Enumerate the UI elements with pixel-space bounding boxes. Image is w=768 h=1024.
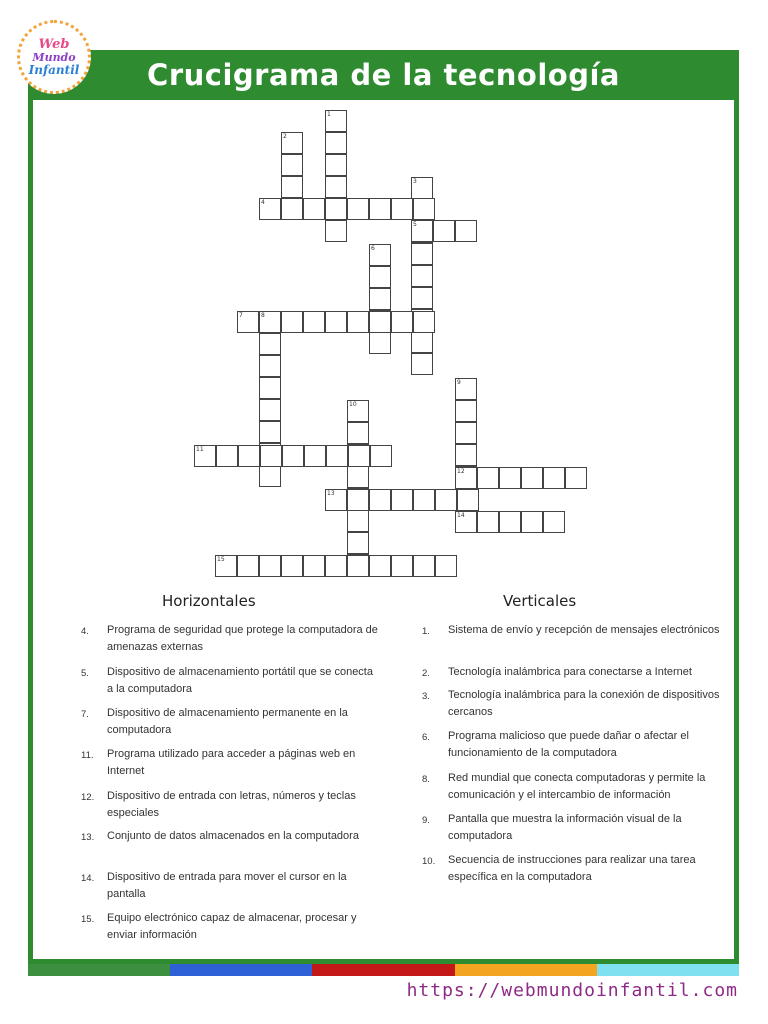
horizontales-heading: Horizontales <box>162 592 256 610</box>
clue-item <box>422 622 720 640</box>
crossword-cell[interactable] <box>326 445 348 467</box>
clue-number: 10 <box>349 401 357 408</box>
clue-item <box>81 622 379 656</box>
clue-item <box>422 728 720 762</box>
crossword-cell[interactable] <box>521 511 543 533</box>
crossword-cell[interactable] <box>325 198 347 220</box>
clue-number: 3 <box>413 178 417 185</box>
crossword-cell[interactable] <box>411 243 433 265</box>
clue-item <box>422 664 720 682</box>
clue-item-number: 13. <box>81 832 95 843</box>
clue-item-number: 2. <box>422 668 430 679</box>
crossword-cell[interactable] <box>348 445 370 467</box>
crossword-cell[interactable] <box>303 198 325 220</box>
crossword-cell[interactable] <box>304 445 326 467</box>
clue-item <box>422 852 720 886</box>
clue-item <box>81 910 379 944</box>
crossword-cell[interactable] <box>347 510 369 532</box>
crossword-cell[interactable] <box>455 422 477 444</box>
crossword-cell[interactable] <box>391 311 413 333</box>
verticales-heading: Verticales <box>503 592 577 610</box>
logo-line-2: Mundo <box>32 50 76 64</box>
crossword-cell[interactable] <box>347 466 369 488</box>
crossword-cell[interactable] <box>455 220 477 242</box>
color-bar-segment <box>455 964 597 976</box>
crossword-cell[interactable] <box>259 555 281 577</box>
clue-item-number: 15. <box>81 914 95 925</box>
crossword-cell[interactable] <box>259 465 281 487</box>
crossword-cell[interactable] <box>238 445 260 467</box>
crossword-cell[interactable] <box>259 377 281 399</box>
logo-line-1: Web <box>38 36 70 52</box>
clue-item-text: Dispositivo de almacenamiento portátil que se conecta a la computadora <box>107 666 373 695</box>
crossword-cell[interactable] <box>455 444 477 466</box>
clue-number: 13 <box>327 490 335 497</box>
crossword-cell[interactable] <box>435 489 457 511</box>
clue-item-number: 12. <box>81 792 95 803</box>
crossword-cell[interactable] <box>369 332 391 354</box>
crossword-cell[interactable] <box>281 154 303 176</box>
crossword-cell[interactable] <box>237 555 259 577</box>
crossword-cell[interactable] <box>369 266 391 288</box>
clue-item-text: Dispositivo de almacenamiento permanente en la computadora <box>107 707 348 736</box>
clue-item-number: 4. <box>81 626 89 637</box>
clue-item-text: Secuencia de instrucciones para realizar una tarea específica en la computadora <box>448 854 696 883</box>
clue-number: 1 <box>327 111 331 118</box>
clue-item-number: 6. <box>422 732 430 743</box>
clue-number: 5 <box>413 221 417 228</box>
color-bar <box>28 964 739 976</box>
clue-item-text: Red mundial que conecta computadoras y permite la comunicación y el intercambio de información <box>448 772 706 801</box>
crossword-cell[interactable] <box>370 445 392 467</box>
clue-item <box>81 705 379 739</box>
clue-item-text: Tecnología inalámbrica para la conexión de dispositivos cercanos <box>448 689 720 718</box>
clue-item <box>422 687 720 721</box>
clue-number: 14 <box>457 512 465 519</box>
crossword-cell[interactable] <box>477 511 499 533</box>
crossword-cell[interactable] <box>499 467 521 489</box>
clue-number: 2 <box>283 133 287 140</box>
crossword-cell[interactable] <box>413 555 435 577</box>
clue-item-text: Programa malicioso que puede dañar o afectar el funcionamiento de la computadora <box>448 730 689 759</box>
website-url[interactable]: https://webmundoinfantil.com <box>406 980 738 1001</box>
clue-item-text: Tecnología inalámbrica para conectarse a Internet <box>448 666 692 678</box>
clue-item-text: Conjunto de datos almacenados en la computadora <box>107 830 359 842</box>
crossword-cell[interactable] <box>281 555 303 577</box>
crossword-cell[interactable] <box>259 399 281 421</box>
crossword-cell[interactable] <box>391 198 413 220</box>
crossword-cell[interactable] <box>325 311 347 333</box>
crossword-cell[interactable] <box>325 555 347 577</box>
crossword-cell[interactable] <box>325 154 347 176</box>
clue-item <box>81 869 379 903</box>
crossword-cell[interactable] <box>455 400 477 422</box>
crossword-cell[interactable] <box>411 331 433 353</box>
clue-item <box>81 828 379 846</box>
clue-item <box>422 811 720 845</box>
crossword-cell[interactable] <box>565 467 587 489</box>
crossword-cell[interactable] <box>521 467 543 489</box>
clue-number: 4 <box>261 199 265 206</box>
clue-item-number: 8. <box>422 774 430 785</box>
crossword-cell[interactable] <box>369 311 391 333</box>
clue-item <box>422 770 720 804</box>
clue-item-number: 10. <box>422 856 436 867</box>
clue-item-number: 5. <box>81 668 89 679</box>
clue-item-number: 9. <box>422 815 430 826</box>
color-bar-segment <box>312 964 454 976</box>
crossword-cell[interactable] <box>411 353 433 375</box>
clue-item-text: Sistema de envío y recepción de mensajes electrónicos <box>448 624 720 636</box>
crossword-cell[interactable] <box>347 555 369 577</box>
crossword-cell[interactable] <box>369 489 391 511</box>
crossword-cell[interactable] <box>281 198 303 220</box>
clue-item-number: 11. <box>81 750 94 761</box>
clue-number: 7 <box>239 312 243 319</box>
crossword-cell[interactable] <box>413 311 435 333</box>
crossword-cell[interactable] <box>347 422 369 444</box>
clue-item-number: 3. <box>422 691 430 702</box>
crossword-cell[interactable] <box>413 489 435 511</box>
crossword-cell[interactable] <box>411 287 433 309</box>
crossword-cell[interactable] <box>543 467 565 489</box>
crossword-cell[interactable] <box>477 467 499 489</box>
crossword-cell[interactable] <box>325 132 347 154</box>
crossword-cell[interactable] <box>369 288 391 310</box>
crossword-cell[interactable] <box>282 445 304 467</box>
crossword-cell[interactable] <box>325 176 347 198</box>
clue-item-text: Programa de seguridad que protege la computadora de amenazas externas <box>107 624 378 653</box>
crossword-cell[interactable] <box>303 311 325 333</box>
crossword-cell[interactable] <box>347 198 369 220</box>
page-title: Crucigrama de la tecnología <box>147 58 620 92</box>
crossword-cell[interactable] <box>435 555 457 577</box>
crossword-cell[interactable] <box>281 311 303 333</box>
crossword-cell[interactable] <box>259 333 281 355</box>
clue-item-number: 14. <box>81 873 95 884</box>
crossword-cell[interactable] <box>543 511 565 533</box>
clue-item <box>81 746 379 780</box>
crossword-cell[interactable] <box>347 489 369 511</box>
clue-item-number: 1. <box>422 626 430 637</box>
crossword-cell[interactable] <box>347 311 369 333</box>
crossword-cell[interactable] <box>216 445 238 467</box>
clue-number: 15 <box>217 556 225 563</box>
crossword-cell[interactable] <box>369 555 391 577</box>
clue-number: 11 <box>196 446 204 453</box>
color-bar-segment <box>170 964 312 976</box>
crossword-cell[interactable] <box>391 555 413 577</box>
clue-item <box>81 664 379 698</box>
crossword-cell[interactable] <box>369 198 391 220</box>
crossword-cell[interactable] <box>325 220 347 242</box>
clue-item-text: Equipo electrónico capaz de almacenar, procesar y enviar información <box>107 912 357 941</box>
clue-item-number: 7. <box>81 709 89 720</box>
crossword-cell[interactable] <box>433 220 455 242</box>
crossword-cell[interactable] <box>411 265 433 287</box>
color-bar-segment <box>597 964 739 976</box>
logo-line-3: Infantil <box>28 62 80 77</box>
clue-number: 12 <box>457 468 465 475</box>
clue-item-text: Pantalla que muestra la información visual de la computadora <box>448 813 682 842</box>
crossword-cell[interactable] <box>499 511 521 533</box>
crossword-cell[interactable] <box>259 355 281 377</box>
clue-number: 8 <box>261 312 265 319</box>
crossword-cell[interactable] <box>457 489 479 511</box>
clue-number: 6 <box>371 245 375 252</box>
crossword-cell[interactable] <box>391 489 413 511</box>
crossword-cell[interactable] <box>347 532 369 554</box>
clue-item-text: Dispositivo de entrada con letras, números y teclas especiales <box>107 790 356 819</box>
crossword-cell[interactable] <box>303 555 325 577</box>
crossword-cell[interactable] <box>281 176 303 198</box>
clue-item-text: Dispositivo de entrada para mover el cursor en la pantalla <box>107 871 347 900</box>
color-bar-segment <box>28 964 170 976</box>
clue-number: 9 <box>457 379 461 386</box>
site-logo <box>17 20 91 94</box>
crossword-cell[interactable] <box>259 421 281 443</box>
crossword-cell[interactable] <box>413 198 435 220</box>
crossword-cell[interactable] <box>260 445 282 467</box>
clue-item-text: Programa utilizado para acceder a páginas web en Internet <box>107 748 356 777</box>
clue-item <box>81 788 379 822</box>
